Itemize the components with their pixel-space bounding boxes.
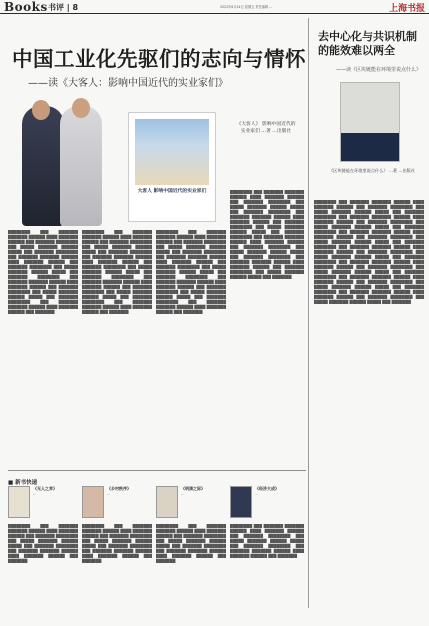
- featured-text-col-2: ████████ ███ ███████ ███████ ██████ ████ ███████ ██████ ███ ███████ ████████ ███ █████ ███████ ██████ █████ ███ ███████ ████████ ███ ███████ ███████ ██████ ████ ███████ ██████ ███ ███████: [82, 524, 152, 563]
- book-caption: 《大客人》 影响中国近代的实业家们 ...著 ...出版社: [236, 122, 296, 134]
- right-article-subtitle: ——读《区块链能在环境里说点什么》: [336, 67, 422, 73]
- featured-book-card: [82, 486, 148, 520]
- right-book-caption: 《区块链能在环境里说点什么》 ...著 ...出版社: [328, 168, 416, 173]
- featured-book-meta: ...: [255, 492, 259, 496]
- article-body-col-1: ████████ ███ ███████ ███████ ██████ ████ ███████ ██████ ███ ███████ ████████ ███ █████ ███████ ██████ █████ ███ ███████ ████████ ███ ███████ ███████ ██████ ████ ███████ ██████ ███ ███████ ████████ ███ █████ ███████ ██████ █████ ███ ███████ ████████ ███ ███████ ███████ ██████ ████ ███████ ██████ ███ ███████ ████████ ███ █████ ███████ ██████ █████ ███ ███████ ████████ ███ ███████ ███████ ██████ ████ ███████ ██████ ███ ███████: [8, 230, 78, 314]
- featured-book-card: [8, 486, 74, 520]
- page-header: [0, 0, 429, 14]
- featured-book-cover: [156, 486, 178, 518]
- featured-book-meta: ...: [33, 492, 37, 496]
- section-title: Books: [4, 0, 48, 14]
- featured-book-title: 《经济大成》: [255, 486, 279, 491]
- featured-book-cover: [82, 486, 104, 518]
- right-article-body: ████████ ███ ███████ ███████ ██████ ████ ███████ ██████ ███ ███████ ████████ ███ █████ ███████ ██████ █████ ███ ███████ ████████ ███ ███████ ███████ ██████ ████ ███████ ██████ ███ ███████ ████████ ███ █████ ███████ ██████ █████ ███ ███████ ████████ ███ ███████ ███████ ██████ ████ ███████ ██████ ███ ███████ ████████ ███ █████ ███████ ██████ █████ ███ ███████ ████████ ███ ███████ ███████ ██████ ████ ███████ ██████ ███ ███████ ████████ ███ █████ ███████ ██████ █████ ███ ███████ ████████ ███ ███████ ███████ ██████ ████ ███████ ██████ ███ ███████ ████████ ███ █████ ███████ ██████ █████ ███ ███████ ████████ ███ ███████ ███████ ██████ ████ ███████ ██████ ███ ███████ ████████ ███ █████ ███████ ██████ █████ ███ ███████ ████████ ███ ███████ ███████ ██████ ████ ███████ ██████ ███ ███████ ████████ ███ █████ ███████ ██████ █████ ███ ███████: [314, 200, 424, 304]
- article-body-col-4: ████████ ███ ███████ ███████ ██████ ████ ███████ ██████ ███ ███████ ████████ ███ █████ ███████ ██████ █████ ███ ███████ ████████ ███ ███████ ███████ ██████ ████ ███████ ██████ ███ ███████ ████████ ███ █████ ███████ ██████ █████ ███ ███████ ████████ ███ ███████ ███████ ██████ ████ ███████ ██████ ███ ███████ ████████ ███ █████ ███████ ██████ █████ ███ ███████ ████████ ███ ███████ ███████ ██████ ████ ███████ ██████ ███ ███████ ████████ ███ █████ ███████ ██████ █████ ███ ███████: [230, 190, 304, 279]
- right-article-title: 去中心化与共识机制的能效难以两全: [318, 30, 417, 57]
- right-book-band: [341, 133, 399, 162]
- featured-text-col-4: ████████ ███ ███████ ███████ ██████ ████ ███████ ██████ ███ ███████ ████████ ███ █████ ███████ ██████ █████ ███ ███████ ████████ ███ ███████ ███████ ██████ ████ ███████ ██████ ███ ███████: [230, 524, 304, 558]
- featured-book-cover: [230, 486, 252, 518]
- person-right-head: [72, 98, 90, 118]
- column-divider: [308, 18, 309, 608]
- featured-book-meta: ...: [107, 492, 111, 496]
- book-cover-text: 大客人 影响中国近代的实业家们: [137, 189, 207, 194]
- featured-book-cover: [8, 486, 30, 518]
- featured-book-card: [156, 486, 222, 520]
- paper-name: 上海书报: [388, 4, 425, 14]
- featured-text-col-1: ████████ ███ ███████ ███████ ██████ ████ ███████ ██████ ███ ███████ ████████ ███ █████ ███████ ██████ █████ ███ ███████ ████████ ███ ███████ ███████ ██████ ████ ███████ ██████ ███ ███████: [8, 524, 78, 563]
- article-body-col-3: ████████ ███ ███████ ███████ ██████ ████ ███████ ██████ ███ ███████ ████████ ███ █████ ███████ ██████ █████ ███ ███████ ████████ ███ ███████ ███████ ██████ ████ ███████ ██████ ███ ███████ ████████ ███ █████ ███████ ██████ █████ ███ ███████ ████████ ███ ███████ ███████ ██████ ████ ███████ ██████ ███ ███████ ████████ ███ █████ ███████ ██████ █████ ███ ███████ ████████ ███ ███████ ███████ ██████ ████ ███████ ██████ ███ ███████: [156, 230, 226, 314]
- featured-book-title: 《乡村秩序》: [107, 486, 131, 491]
- section-divider: [8, 470, 306, 471]
- featured-label: ■ 新书快递: [8, 480, 38, 486]
- article-title: 中国工业化先驱们的志向与情怀: [12, 47, 306, 71]
- book-cover-art: [135, 119, 209, 185]
- article-photo: [20, 96, 104, 226]
- featured-book-card: [230, 486, 296, 520]
- featured-text-col-3: ████████ ███ ███████ ███████ ██████ ████ ███████ ██████ ███ ███████ ████████ ███ █████ ███████ ██████ █████ ███ ███████ ████████ ███ ███████ ███████ ██████ ████ ███████ ██████ ███ ███████: [156, 524, 226, 563]
- person-left-figure: [22, 106, 64, 226]
- featured-book-title: 《无人之界》: [33, 486, 57, 491]
- article-body-col-2: ████████ ███ ███████ ███████ ██████ ████ ███████ ██████ ███ ███████ ████████ ███ █████ ███████ ██████ █████ ███ ███████ ████████ ███ ███████ ███████ ██████ ████ ███████ ██████ ███ ███████ ████████ ███ █████ ███████ ██████ █████ ███ ███████ ████████ ███ ███████ ███████ ██████ ████ ███████ ██████ ███ ███████ ████████ ███ █████ ███████ ██████ █████ ███ ███████ ████████ ███ ███████ ███████ ██████ ████ ███████ ██████ ███ ███████: [82, 230, 152, 314]
- featured-book-meta: ...: [181, 492, 185, 496]
- article-subtitle: ——读《大客人：影响中国近代的实业家们》: [28, 78, 228, 89]
- right-book-cover: [340, 82, 400, 162]
- edition-meta: 2022年6月24日 星期五 责任编辑 ...: [220, 5, 273, 9]
- section-page: 书评 | 8: [48, 3, 79, 12]
- book-cover-image: [128, 112, 216, 222]
- person-right-figure: [60, 106, 102, 226]
- featured-book-title: 《明清之际》: [181, 486, 205, 491]
- person-left-head: [32, 100, 50, 120]
